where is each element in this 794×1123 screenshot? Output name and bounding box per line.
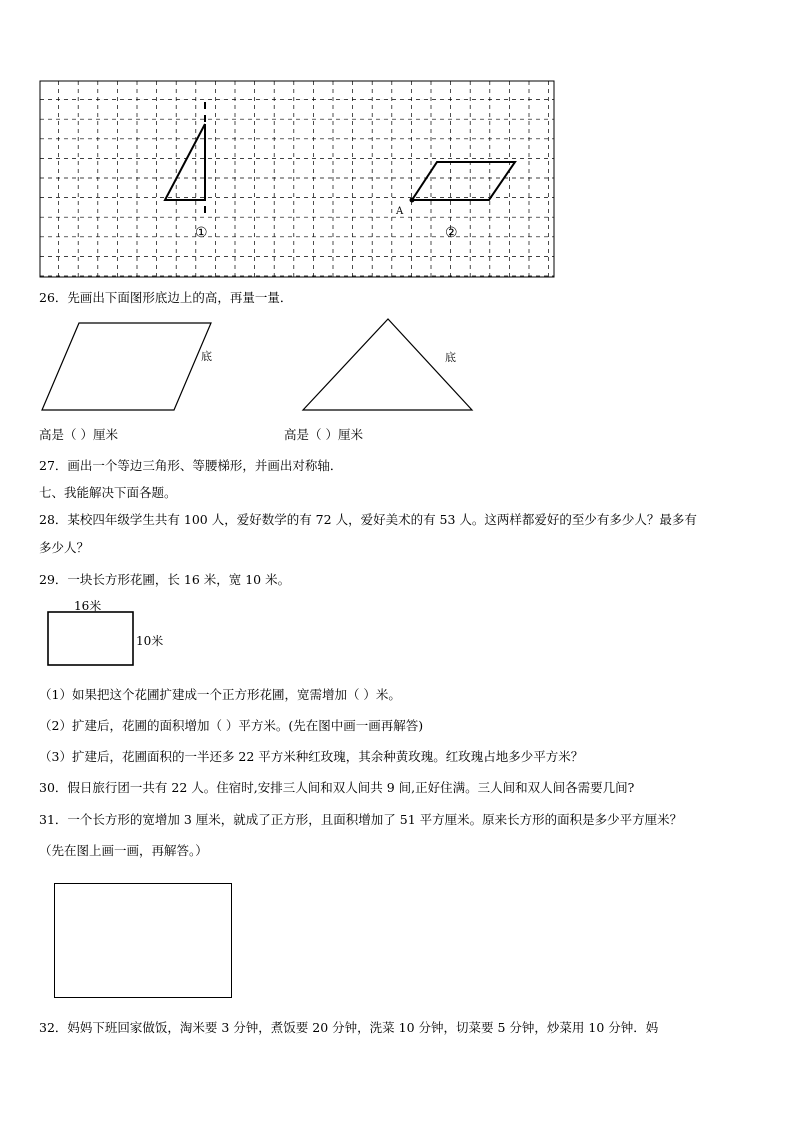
q29-sub2: （2）扩建后，花圃的面积增加（ ）平方米。(先在图中画一画再解答)	[39, 718, 424, 733]
triangle-base-label: 底	[445, 351, 456, 364]
q26-answer-left: 高是（ ）厘米	[39, 427, 118, 442]
q26-parallelogram	[38, 320, 228, 415]
point-a-dot	[410, 198, 415, 203]
q32-text: 32．妈妈下班回家做饭，淘米要 3 分钟，煮饭要 20 分钟，洗菜 10 分钟，切菜要 5 分钟，炒菜用 10 分钟．妈	[39, 1020, 659, 1035]
q26-text: 26．先画出下面图形底边上的高，再量一量．	[39, 290, 293, 305]
q31-line1: 31．一个长方形的宽增加 3 厘米，就成了正方形，且面积增加了 51 平方厘米。原来长方形的面积是多少平方厘米？	[39, 812, 683, 827]
figure-1-label: ①	[195, 225, 208, 241]
q28-line2: 多少人？	[39, 540, 90, 555]
section7-heading: 七、我能解决下面各题。	[39, 485, 177, 500]
right-triangle-shape	[165, 124, 205, 200]
q28-line1: 28．某校四年级学生共有 100 人，爱好数学的有 72 人，爱好美术的有 53 人。这两样都爱好的至少有多少人？最多有	[39, 512, 697, 527]
q27-text: 27．画出一个等边三角形、等腰梯形，并画出对称轴．	[39, 458, 343, 473]
grid-figure	[39, 80, 557, 280]
q29-sub3: （3）扩建后，花圃面积的一半还多 22 平方米种红玫瑰，其余种黄玫瑰。红玫瑰占地多少平方米？	[39, 749, 584, 764]
q29-width-label: 10米	[136, 634, 164, 648]
parallelogram-shape	[412, 162, 515, 200]
q31-line2: （先在图上画一画，再解答。）	[39, 843, 208, 858]
point-a-label: A	[396, 206, 404, 217]
q29-rectangle-figure	[44, 597, 184, 669]
q26-answer-right: 高是（ ）厘米	[284, 427, 363, 442]
parallelogram-base-label: 底	[201, 350, 212, 363]
q29-text: 29．一块长方形花圃，长 16 米，宽 10 米。	[39, 572, 291, 587]
figure-2-label: ②	[445, 225, 458, 241]
q30-text: 30．假日旅行团一共有 22 人。住宿时,安排三人间和双人间共 9 间,正好住满。三人间和双人间各需要几间?	[39, 780, 635, 795]
q29-sub1: （1）如果把这个花圃扩建成一个正方形花圃，宽需增加（ ）米。	[39, 687, 401, 702]
q31-rectangle-figure	[54, 883, 232, 998]
q26-triangle	[300, 316, 480, 416]
dashed-grid	[40, 81, 554, 277]
q29-length-label: 16米	[74, 599, 102, 613]
